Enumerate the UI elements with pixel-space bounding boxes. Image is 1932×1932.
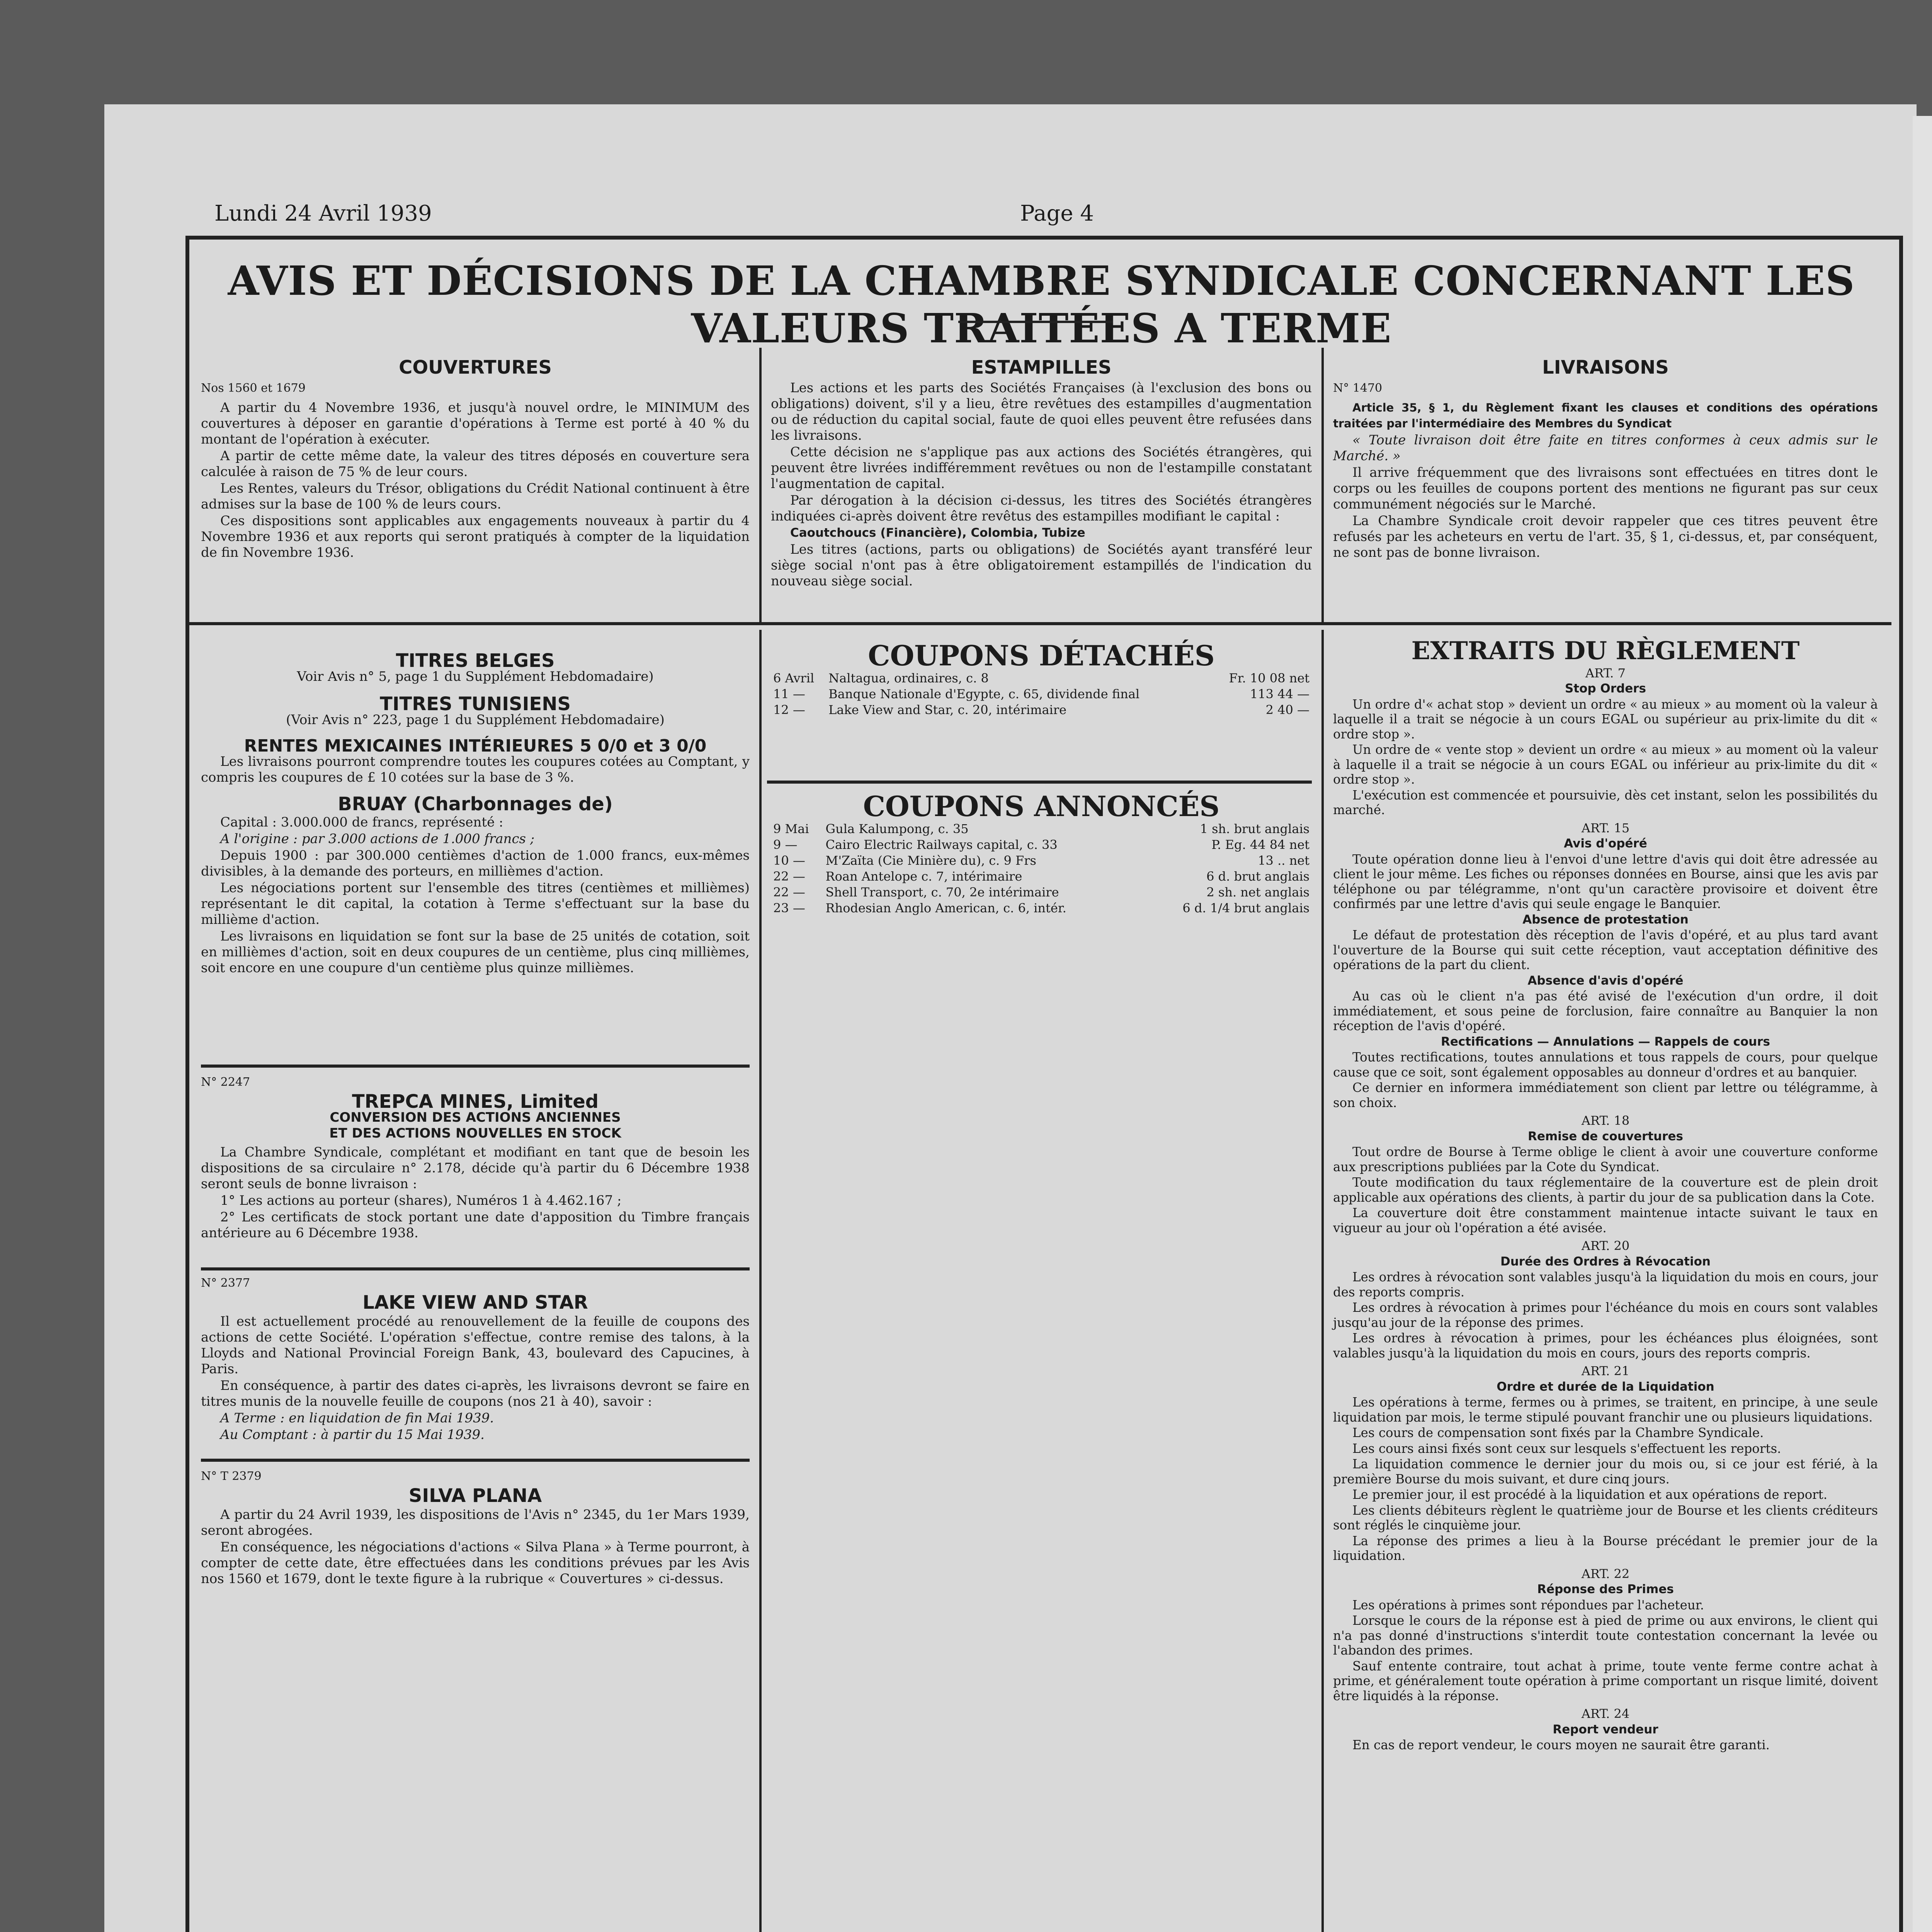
lake-view-paragraph: Il est actuellement procédé au renouvellement de la feuille de coupons des actions de cette Société. L'opération s'effectue, contre remise des talons, à la Lloyds and National Provincial Foreign Bank, 43, boulevard des Capucines, à Paris. [201,1314,750,1377]
rentes-mexicaines-title: RENTES MEXICAINES INTÉRIEURES 5 0/0 et 3 0/0 [244,736,707,756]
coupon-date: 9 — [773,837,798,852]
coupons-rule [767,781,1312,784]
lakeview-rule [201,1267,750,1270]
lake-view-title: LAKE VIEW AND STAR [362,1292,588,1313]
article-paragraph: Les ordres à révocation sont valables jusqu'à la liquidation du mois en cours, jour des reports compris. [1333,1270,1878,1299]
estampilles-paragraph: Par dérogation à la décision ci-dessus, les titres des Sociétés étrangères indiquées ci-après doivent être revêtus des estampilles modifiant le capital : [771,493,1312,524]
adjacent-page-edge [1913,116,1932,1932]
table-row [771,884,1312,900]
article-subtitle: Report vendeur [1553,1722,1658,1736]
titres-belges-note: Voir Avis n° 5, page 1 du Supplément Hebdomadaire) [297,669,654,684]
bruay-origine: A l'origine : par 3.000 actions de 1.000 francs ; [220,831,535,847]
coupons-detaches-section [771,639,1312,718]
coupon-date: 10 — [773,853,805,868]
article-paragraph: Les cours ainsi fixés sont ceux sur lesquels s'effectuent les reports. [1352,1441,1781,1456]
article-paragraph: Les ordres à révocation à primes pour l'échéance du mois en cours sont valables jusqu'au jour de la réponse des primes. [1333,1300,1878,1330]
article-subtitle: Durée des Ordres à Révocation [1500,1254,1711,1269]
trepca-rule [201,1065,750,1068]
estampilles-closing: Les titres (actions, parts ou obligations) de Sociétés ayant transféré leur siège social n'ont pas à être obligatoirement estampillés de l'indication du nouveau siège social. [771,542,1312,589]
coupon-amount: 2 40 — [1265,702,1310,717]
bruay-paragraph: Les négociations portent sur l'ensemble des titres (centièmes et millièmes) représentant le dit capital, la cotation à Terme s'effectuant sur la base du millième d'action. [201,880,750,927]
article-subtitle: Rectifications — Annulations — Rappels de cours [1441,1034,1770,1049]
coupons-annonces-title: COUPONS ANNONCÉS [863,790,1220,823]
article-paragraph: Le premier jour, il est procédé à la liquidation et aux opérations de report. [1352,1487,1828,1502]
livraisons-title: LIVRAISONS [1542,357,1669,378]
lake-view-ref: N° 2377 [201,1276,250,1290]
estampilles-companies: Caoutchoucs (Financière), Colombia, Tubize [790,526,1085,540]
coupon-date: 23 — [773,901,805,915]
article-subtitle: Ordre et durée de la Liquidation [1497,1379,1714,1394]
coupon-name: Naltagua, ordinaires, c. 8 [828,671,989,685]
trepca-title: TREPCA MINES, Limited [352,1091,599,1112]
article-paragraph: Les ordres à révocation à primes, pour les échéances plus éloignées, sont valables jusqu'à la liquidation du mois en cours, jours des reports compris. [1333,1331,1878,1361]
couvertures-paragraph: Ces dispositions sont applicables aux engagements nouveaux à partir du 4 Novembre 1936 et aux reports qui seront pratiqués à compter de la liquidation de fin Novembre 1936. [201,513,750,560]
trepca-subtitle: ET DES ACTIONS NOUVELLES EN STOCK [329,1126,621,1141]
article-paragraph: En cas de report vendeur, le cours moyen ne saurait être garanti. [1352,1738,1770,1752]
coupons-detaches-title: COUPONS DÉTACHÉS [868,639,1215,672]
article-label: ART. 21 [1581,1364,1630,1378]
article-subtitle: Absence d'avis d'opéré [1527,973,1684,988]
coupon-name: Roan Antelope c. 7, intérimaire [825,869,1022,884]
article-paragraph: Lorsque le cours de la réponse est à pied de prime ou aux environs, le client qui n'a pas donné d'instructions s'interdit toute contestation concernant la levée ou l'abandon des primes. [1333,1613,1878,1658]
article-label: ART. 18 [1581,1113,1630,1128]
livraisons-lead: Article 35, § 1, du Règlement fixant les clauses et conditions des opérations traitées par l'intermédiaire des Membres du Syndicat [1333,401,1878,430]
article-paragraph: La couverture doit être constamment maintenue intacte suivant le taux en vigueur au jour où l'opération a été avisée. [1333,1206,1878,1235]
coupon-date: 9 Mai [773,821,809,836]
article-paragraph: Sauf entente contraire, tout achat à prime, toute vente ferme contre achat à prime, et généralement toute opération à prime comportant un risque limité, doivent être liquidés à la réponse. [1333,1658,1878,1703]
couvertures-paragraph: A partir de cette même date, la valeur des titres déposés en couverture sera calculée à raison de 75 % de leur cours. [201,448,750,480]
trepca-paragraph: 1° Les actions au porteur (shares), Numéros 1 à 4.462.167 ; [220,1193,622,1208]
coupon-name: Rhodesian Anglo American, c. 6, intér. [825,901,1066,915]
coupon-date: 11 — [773,687,805,701]
silva-rule [201,1459,750,1462]
column-rule-2 [1321,348,1324,622]
article-label: ART. 22 [1581,1566,1630,1581]
table-row [771,702,1312,718]
coupon-amount: 6 d. 1/4 brut anglais [1182,901,1310,915]
table-row [771,686,1312,702]
table-row [771,670,1312,686]
article-paragraph: L'exécution est commencée et poursuivie, dès cet instant, selon les possibilités du marché. [1333,787,1878,817]
column-rule-4 [1321,630,1324,1932]
couvertures-paragraph: A partir du 4 Novembre 1936, et jusqu'à nouvel ordre, le MINIMUM des couvertures à déposer en garantie d'opérations à Terme est porté à 40 % du montant de l'opération à exécuter. [201,400,750,447]
livraisons-quote: « Toute livraison doit être faite en titres conformes à ceux admis sur le Marché. » [1333,432,1878,464]
estampilles-paragraph: Les actions et les parts des Sociétés Françaises (à l'exclusion des bons ou obligations) doivent, s'il y a lieu, être revêtues des estampilles d'augmentation ou de réduction du capital social, faute de quoi elles peuvent être refusées dans les livraisons. [771,380,1312,443]
left-column [201,650,750,977]
trepca-paragraph: La Chambre Syndicale, complétant et modifiant en tant que de besoin les dispositions de sa circulaire n° 2.178, décide qu'à partir du 6 Décembre 1938 seront seuls de bonne livraison : [201,1145,750,1192]
page-date: Lundi 24 Avril 1939 [214,201,432,226]
article-paragraph: Un ordre de « vente stop » devient un ordre « au mieux » au moment où la valeur à laquelle il a trait se négocie à un cours EGAL ou inférieur au prix-limite du dit « ordre stop ». [1333,742,1878,787]
title-rule [958,321,1113,323]
coupons-detaches-table [771,670,1312,718]
table-row [771,869,1312,884]
rentes-mexicaines-text: Les livraisons pourront comprendre toutes les coupures cotées au Comptant, y compris les coupures de £ 10 cotées sur la base de 3 %. [201,754,750,785]
article-paragraph: Tout ordre de Bourse à Terme oblige le client à avoir une couverture conforme aux prescriptions publiées par la Cote du Syndicat. [1333,1145,1878,1174]
article-subtitle: Réponse des Primes [1537,1582,1674,1596]
article-subtitle: Absence de protestation [1522,912,1689,927]
coupon-name: Gula Kalumpong, c. 35 [825,821,969,836]
silva-plana-paragraph: En conséquence, les négociations d'actions « Silva Plana » à Terme pourront, à compter de cette date, être effectuées dans les conditions prévues par les Avis nos 1560 et 1679, dont le texte figure à la rubrique « Couvertures » ci-dessus. [201,1539,750,1587]
article-paragraph: Les clients débiteurs règlent le quatrième jour de Bourse et les clients créditeurs sont réglés le cinquième jour. [1333,1503,1878,1532]
coupon-amount: 1 sh. brut anglais [1200,821,1310,836]
extraits-title: EXTRAITS DU RÈGLEMENT [1411,636,1800,665]
table-row [771,821,1312,837]
coupons-annonces-section [771,790,1312,916]
coupon-name: Lake View and Star, c. 20, intérimaire [828,702,1066,717]
article-label: ART. 15 [1581,820,1630,835]
estampilles-title: ESTAMPILLES [971,357,1112,378]
trepca-paragraph: 2° Les certificats de stock portant une date d'apposition du Timbre français antérieure au 6 Décembre 1938. [201,1209,750,1241]
coupon-amount: P. Eg. 44 84 net [1211,837,1310,852]
coupon-date: 22 — [773,869,805,884]
column-rule-3 [759,630,762,1932]
bruay-capital: Capital : 3.000.000 de francs, représenté : [220,815,503,830]
livraisons-paragraph: La Chambre Syndicale croit devoir rappeler que ces titres peuvent être refusés par les acheteurs en vertu de l'art. 35, § 1, ci-dessus, et, par conséquent, ne sont pas de bonne livraison. [1333,513,1878,560]
bruay-paragraph: Les livraisons en liquidation se font sur la base de 25 unités de cotation, soit en millièmes d'action, soit en deux coupures de un centième, plus cinq millièmes, soit encore en une coupure d'un centième plus quinze millièmes. [201,929,750,976]
couvertures-ref: Nos 1560 et 1679 [201,381,306,395]
coupon-amount: 6 d. brut anglais [1206,869,1310,884]
article-paragraph: Les opérations à terme, fermes ou à primes, se traitent, en principe, à une seule liquidation par mois, le terme stipulé pouvant franchir une ou plusieurs liquidations. [1333,1395,1878,1425]
lake-view-paragraph: A Terme : en liquidation de fin Mai 1939. [220,1410,494,1426]
article-paragraph: Les cours de compensation sont fixés par la Chambre Syndicale. [1352,1425,1764,1440]
trepca-subtitle: CONVERSION DES ACTIONS ANCIENNES [330,1110,621,1125]
article-label: ART. 24 [1581,1706,1630,1721]
article-paragraph: Au cas où le client n'a pas été avisé de l'exécution d'un ordre, il doit immédiatement, et sous peine de forclusion, faire connaître au Banquier la non réception de l'avis d'opéré. [1333,989,1878,1033]
titres-belges-title: TITRES BELGES [396,650,555,672]
coupon-amount: 113 44 — [1250,687,1310,701]
bruay-title: BRUAY (Charbonnages de) [338,793,613,815]
coupon-date: 22 — [773,885,805,900]
silva-plana-section [201,1468,750,1588]
livraisons-paragraph: Il arrive fréquemment que des livraisons sont effectuées en titres dont le corps ou les feuilles de coupons portent des mentions ne figurant pas sur ceux communément négociés sur le Marché. [1333,465,1878,512]
couvertures-section [201,357,750,561]
article-paragraph: Toute opération donne lieu à l'envoi d'une lettre d'avis qui doit être adressée au client le jour même. Les fiches ou réponses données en Bourse, ainsi que les avis par téléphone ou par télégramme, n'ont qu'un caractère provisoire et doivent être confirmés par une lettre d'avis qui seule engage le Banquier. [1333,852,1878,911]
article-subtitle: Remise de couvertures [1527,1129,1684,1143]
coupon-amount: 13 .. net [1258,853,1310,868]
coupons-annonces-table [771,821,1312,916]
main-title: AVIS ET DÉCISIONS DE LA CHAMBRE SYNDICALE CONCERNANT LES VALEURS TRAITÉES A TERME [228,257,1855,352]
article-label: ART. 7 [1585,665,1626,680]
titres-tunisiens-note: (Voir Avis n° 223, page 1 du Supplément Hebdomadaire) [286,712,665,728]
coupon-name: M'Zaïta (Cie Minière du), c. 9 Frs [825,853,1036,868]
couvertures-title: COUVERTURES [399,357,552,378]
coupon-name: Shell Transport, c. 70, 2e intérimaire [825,885,1059,900]
bruay-paragraph: Depuis 1900 : par 300.000 centièmes d'action de 1.000 francs, eux-mêmes divisibles, à la demande des porteurs, en millièmes d'action. [201,848,750,879]
livraisons-ref: N° 1470 [1333,381,1383,395]
couvertures-paragraph: Les Rentes, valeurs du Trésor, obligations du Crédit National continuent à être admises sur la base de 100 % de leurs cours. [201,481,750,512]
lake-view-section [201,1275,750,1444]
column-rule-1 [759,348,762,622]
table-row [771,853,1312,869]
livraisons-section [1333,357,1878,561]
estampilles-paragraph: Cette décision ne s'applique pas aux actions des Sociétés étrangères, qui peuvent être livrées indifféremment revêtues ou non de l'estampille constatant l'augmentation de capital. [771,444,1312,492]
lake-view-paragraph: En conséquence, à partir des dates ci-après, les livraisons devront se faire en titres munis de la nouvelle feuille de coupons (nos 21 à 40), savoir : [201,1378,750,1409]
article-paragraph: Ce dernier en informera immédiatement son client par lettre ou télégramme, à son choix. [1333,1080,1878,1110]
top-section-rule [189,622,1891,625]
trepca-section [201,1074,750,1242]
article-subtitle: Stop Orders [1565,682,1646,696]
silva-plana-paragraph: A partir du 24 Avril 1939, les dispositions de l'Avis n° 2345, du 1er Mars 1939, seront abrogées. [201,1507,750,1538]
article-paragraph: Les opérations à primes sont répondues par l'acheteur. [1352,1597,1704,1612]
lake-view-paragraph: Au Comptant : à partir du 15 Mai 1939. [220,1427,485,1442]
coupon-date: 12 — [773,702,805,717]
trepca-ref: N° 2247 [201,1075,250,1089]
coupon-amount: Fr. 10 08 net [1229,671,1310,685]
article-paragraph: Le défaut de protestation dès réception de l'avis d'opéré, et au plus tard avant l'ouverture de la Bourse qui suit cette réception, vaut acceptation définitive des opérations de la part du client. [1333,928,1878,972]
article-paragraph: La réponse des primes a lieu à la Bourse précédant le premier jour de la liquidation. [1333,1533,1878,1563]
titres-tunisiens-title: TITRES TUNISIENS [379,693,571,715]
estampilles-section [771,357,1312,590]
article-paragraph: La liquidation commence le dernier jour du mois ou, si ce jour est férié, à la première Bourse du mois suivant, et dure cinq jours. [1333,1457,1878,1486]
coupon-amount: 2 sh. net anglais [1206,885,1310,900]
silva-plana-title: SILVA PLANA [408,1485,542,1507]
article-subtitle: Avis d'opéré [1564,837,1647,850]
extraits-section [1333,636,1878,1753]
article-label: ART. 20 [1581,1238,1630,1253]
table-row [771,900,1312,916]
silva-plana-ref: N° T 2379 [201,1469,262,1483]
coupon-name: Banque Nationale d'Egypte, c. 65, dividende final [828,687,1140,701]
article-paragraph: Toute modification du taux réglementaire de la couverture est de plein droit applicable aux opérations des clients, à partir du jour de sa publication dans la Cote. [1333,1175,1878,1205]
article-paragraph: Un ordre d'« achat stop » devient un ordre « au mieux » au moment où la valeur à laquelle il a trait se négocie à un cours EGAL ou supérieur au prix-limite du dit « ordre stop ». [1333,697,1878,742]
table-row [771,837,1312,853]
coupon-name: Cairo Electric Railways capital, c. 33 [825,837,1058,852]
page-number: Page 4 [1020,201,1094,226]
article-paragraph: Toutes rectifications, toutes annulations et tous rappels de cours, pour quelque cause que ce soit, sont également opposables au donneur d'ordres et au banquier. [1333,1050,1878,1080]
coupon-date: 6 Avril [773,671,815,685]
